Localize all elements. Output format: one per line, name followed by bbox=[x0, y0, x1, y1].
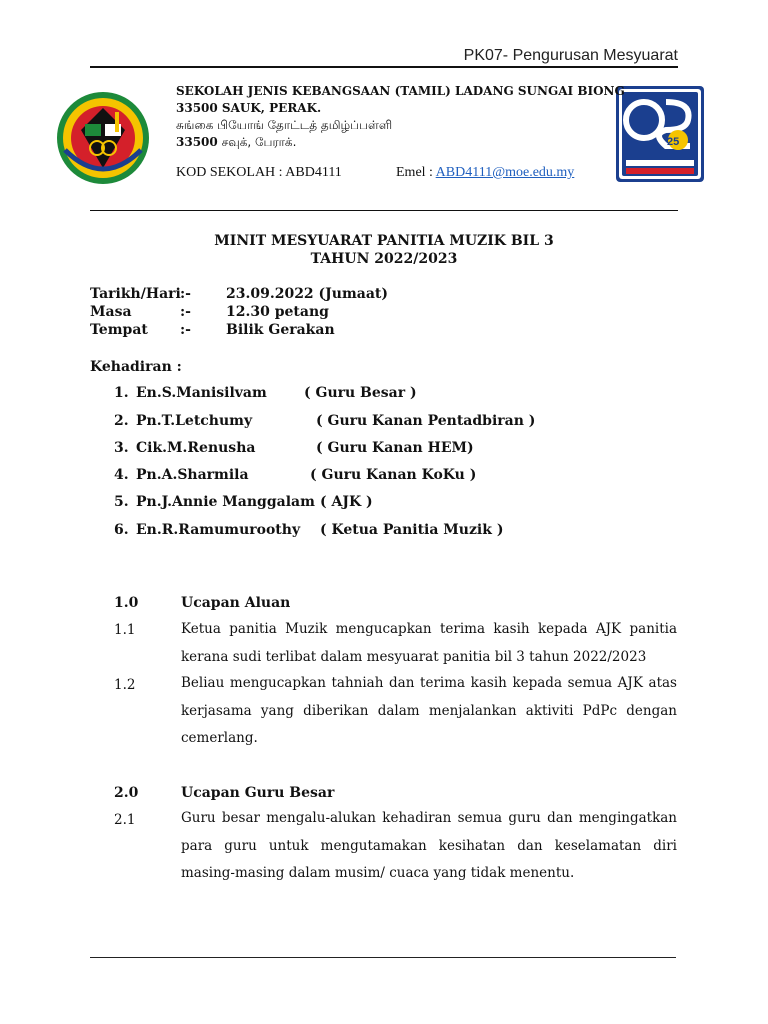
attendance-title: Kehadiran : bbox=[90, 359, 182, 375]
tamil-address-postcode: 33500 bbox=[176, 135, 218, 149]
school-address: 33500 SAUK, PERAK. bbox=[176, 101, 322, 115]
school-info bbox=[176, 83, 625, 151]
item-text: Beliau mengucapkan tahniah dan terima kasih kepada semua AJK atas kerjasama yang diberikan dalam menjalankan aktiviti PdPc dengan cemerlang. bbox=[181, 675, 677, 746]
school-tamil-name: சுங்கை பியோங் தோட்டத் தமிழ்ப்பள்ளி bbox=[176, 118, 393, 132]
school-name: SEKOLAH JENIS KEBANGSAAN (TAMIL) LADANG SUNGAI BIONG bbox=[176, 84, 625, 98]
item-text: Guru besar mengalu-alukan kehadiran semua guru dan mengingatkan para guru untuk mengutamakan kesihatan dan keselamatan diri masing-masing dalam musim/ cuaca yang tidak menentu. bbox=[181, 810, 677, 881]
section-number: 2.0 bbox=[114, 785, 139, 801]
email-link[interactable]: ABD4111@moe.edu.my bbox=[435, 165, 575, 180]
item-number: 2.1 bbox=[114, 812, 136, 828]
section-number: 1.0 bbox=[114, 595, 139, 611]
logo-number: 25 bbox=[667, 136, 680, 148]
header-divider bbox=[90, 210, 678, 211]
tamil-address: சவுக், பேராக். bbox=[217, 135, 297, 149]
footer-rule bbox=[90, 957, 676, 958]
document-tag: PK07- Pengurusan Mesyuarat bbox=[463, 47, 678, 64]
header-rule bbox=[90, 66, 678, 68]
school-code: KOD SEKOLAH : ABD4111 bbox=[176, 165, 342, 180]
program-25-logo bbox=[616, 86, 704, 182]
school-crest-logo bbox=[55, 90, 151, 186]
title-line-1: MINIT MESYUARAT PANITIA MUZIK BIL 3 bbox=[214, 233, 554, 249]
section-title: Ucapan Aluan bbox=[181, 595, 291, 611]
item-number: 1.1 bbox=[114, 622, 136, 638]
document-title bbox=[90, 232, 678, 268]
item-text: Ketua panitia Muzik mengucapkan terima kasih kepada AJK panitia kerana sudi terlibat dalam mesyuarat panitia bil 3 tahun 2022/2023 bbox=[181, 621, 677, 665]
school-code-line bbox=[176, 165, 575, 181]
title-line-2: TAHUN 2022/2023 bbox=[310, 251, 458, 267]
item-number: 1.2 bbox=[114, 677, 136, 693]
email-label: Emel : bbox=[396, 165, 436, 180]
section-title: Ucapan Guru Besar bbox=[181, 785, 335, 801]
